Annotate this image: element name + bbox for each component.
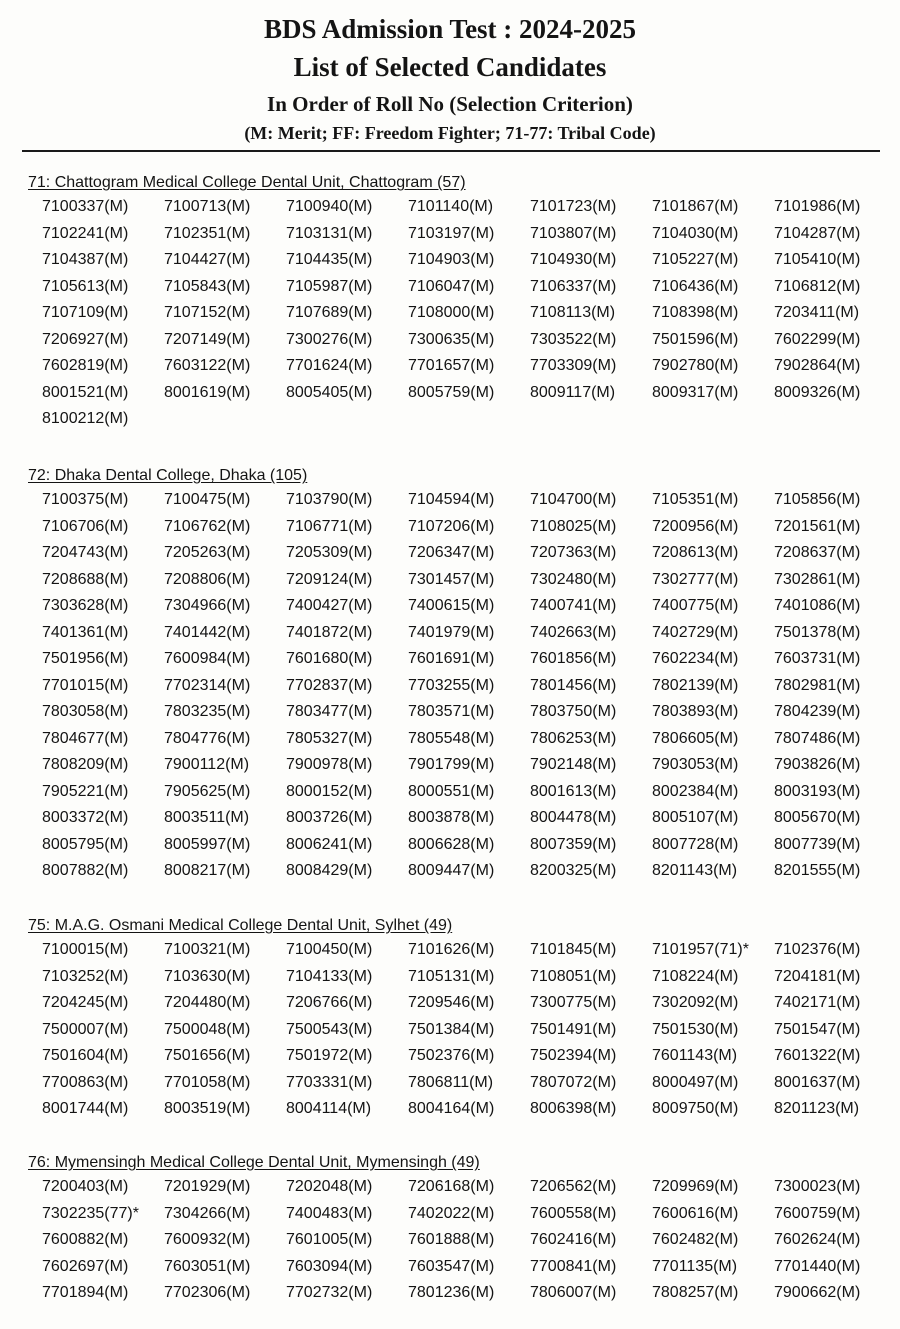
roll-number: 7601143(M)	[652, 1047, 738, 1064]
roll-number: 7108025(M)	[530, 517, 617, 535]
roll-number: 7204743(M)	[42, 544, 129, 561]
roll-number: 7108113(M)	[530, 304, 616, 321]
roll-number: 7600759(M)	[774, 1204, 861, 1222]
roll-number: 7600984(M)	[164, 650, 251, 667]
roll-number: 7501530(M)	[652, 1020, 739, 1038]
roll-number: 7104287(M)	[774, 224, 861, 242]
roll-number: 7104930(M)	[530, 251, 617, 268]
roll-grid	[42, 937, 888, 1123]
roll-number: 7401086(M)	[774, 597, 861, 614]
roll-number: 7103252(M)	[42, 967, 129, 985]
roll-number: 7701440(M)	[774, 1257, 861, 1275]
roll-number: 7101957(71)*	[652, 941, 749, 958]
roll-number: 7701015(M)	[42, 676, 129, 694]
roll-number: 7807072(M)	[530, 1073, 617, 1091]
roll-number: 8009447(M)	[408, 862, 495, 879]
roll-number: 7103197(M)	[408, 224, 495, 242]
roll-number: 7303522(M)	[530, 330, 617, 348]
roll-number: 7104700(M)	[530, 491, 617, 508]
roll-number: 7501604(M)	[42, 1047, 129, 1064]
roll-number: 8009317(M)	[652, 383, 739, 401]
roll-number: 8007739(M)	[774, 835, 861, 853]
roll-number: 7303628(M)	[42, 597, 129, 614]
roll-number: 7602416(M)	[530, 1231, 617, 1248]
roll-number: 8003878(M)	[408, 809, 495, 826]
roll-number: 8004114(M)	[286, 1100, 372, 1117]
roll-number: 7701657(M)	[408, 357, 495, 374]
roll-number: 7304966(M)	[164, 597, 251, 614]
roll-number: 7501972(M)	[286, 1047, 373, 1064]
roll-number: 7304266(M)	[164, 1204, 251, 1222]
roll-number: 7805327(M)	[286, 729, 373, 747]
roll-number: 7100940(M)	[286, 198, 373, 215]
roll-number: 7701894(M)	[42, 1284, 129, 1301]
roll-number: 7903826(M)	[774, 756, 861, 773]
roll-number: 7105613(M)	[42, 277, 129, 295]
roll-number: 7804677(M)	[42, 729, 129, 747]
roll-number: 8006241(M)	[286, 835, 373, 853]
roll-number: 7207363(M)	[530, 544, 617, 561]
roll-number: 7104387(M)	[42, 251, 129, 268]
roll-number: 7106762(M)	[164, 517, 251, 535]
roll-number: 8006628(M)	[408, 835, 495, 853]
roll-number: 8009326(M)	[774, 383, 861, 401]
roll-number: 7501491(M)	[530, 1020, 617, 1038]
roll-number: 7302777(M)	[652, 570, 739, 588]
section-title: 76: Mymensingh Medical College Dental Unit, Mymensingh (49)	[28, 1154, 480, 1171]
roll-number: 8009750(M)	[652, 1100, 739, 1117]
roll-number: 7100475(M)	[164, 491, 251, 508]
roll-number: 7804239(M)	[774, 703, 861, 720]
roll-number: 7300775(M)	[530, 994, 617, 1011]
roll-number: 7501378(M)	[774, 623, 861, 641]
roll-number: 7702314(M)	[164, 676, 251, 694]
roll-number: 7105351(M)	[652, 491, 739, 508]
roll-number: 8100212(M)	[42, 410, 129, 427]
roll-number: 7104594(M)	[408, 491, 495, 508]
roll-number: 7500048(M)	[164, 1020, 251, 1038]
roll-number: 7808209(M)	[42, 756, 129, 773]
roll-number: 8200325(M)	[530, 862, 617, 879]
roll-number: 7701135(M)	[652, 1257, 738, 1275]
roll-number: 7100450(M)	[286, 941, 373, 958]
roll-number: 8001744(M)	[42, 1100, 129, 1117]
roll-number: 7701058(M)	[164, 1073, 251, 1091]
roll-number: 7402663(M)	[530, 623, 617, 641]
roll-number: 7400615(M)	[408, 597, 495, 614]
roll-number: 8008217(M)	[164, 862, 251, 879]
roll-number: 8201123(M)	[774, 1100, 860, 1117]
roll-number: 7803750(M)	[530, 703, 617, 720]
roll-number: 7801456(M)	[530, 676, 617, 694]
roll-number: 7300635(M)	[408, 330, 495, 348]
roll-number: 7806605(M)	[652, 729, 739, 747]
roll-number: 7902148(M)	[530, 756, 617, 773]
section-title: 75: M.A.G. Osmani Medical College Dental Unit, Sylhet (49)	[28, 917, 453, 934]
roll-number: 7103790(M)	[286, 491, 373, 508]
roll-number: 7602624(M)	[774, 1231, 861, 1248]
roll-number: 7302861(M)	[774, 570, 861, 588]
roll-number: 7102351(M)	[164, 224, 251, 242]
roll-number: 7602299(M)	[774, 330, 861, 348]
roll-number: 7600616(M)	[652, 1204, 739, 1222]
roll-number: 7400741(M)	[530, 597, 617, 614]
roll-number: 7106812(M)	[774, 277, 861, 295]
roll-number: 7204245(M)	[42, 994, 129, 1011]
roll-number: 7104435(M)	[286, 251, 373, 268]
roll-number: 7104903(M)	[408, 251, 495, 268]
roll-number: 7402171(M)	[774, 994, 861, 1011]
roll-number: 7806253(M)	[530, 729, 617, 747]
roll-number: 8003372(M)	[42, 809, 129, 826]
roll-number: 7100321(M)	[164, 941, 251, 958]
roll-number: 7104427(M)	[164, 251, 251, 268]
roll-number: 8003193(M)	[774, 782, 861, 800]
roll-number: 8005670(M)	[774, 809, 861, 826]
roll-number: 7600558(M)	[530, 1204, 617, 1222]
roll-number: 8005107(M)	[652, 809, 739, 826]
roll-number: 8004478(M)	[530, 809, 617, 826]
roll-number: 7400427(M)	[286, 597, 373, 614]
roll-number: 7501656(M)	[164, 1047, 251, 1064]
roll-number: 7105410(M)	[774, 251, 861, 268]
roll-number: 7902864(M)	[774, 357, 861, 374]
roll-number: 7804776(M)	[164, 729, 251, 747]
roll-number: 7300023(M)	[774, 1178, 861, 1195]
roll-number: 7803058(M)	[42, 703, 129, 720]
roll-number: 7603094(M)	[286, 1257, 373, 1275]
roll-number: 8000497(M)	[652, 1073, 739, 1091]
roll-number: 7209124(M)	[286, 570, 373, 588]
roll-number: 7601680(M)	[286, 650, 373, 667]
roll-number: 7400483(M)	[286, 1204, 373, 1222]
roll-number: 7806007(M)	[530, 1284, 617, 1301]
roll-number: 7202048(M)	[286, 1178, 373, 1195]
roll-number: 7302235(77)*	[42, 1204, 139, 1222]
roll-number: 7204480(M)	[164, 994, 251, 1011]
roll-number: 7208806(M)	[164, 570, 251, 588]
roll-number: 7400775(M)	[652, 597, 739, 614]
roll-number: 8002384(M)	[652, 782, 739, 800]
roll-number: 8005405(M)	[286, 383, 373, 401]
roll-number: 8001619(M)	[164, 383, 251, 401]
roll-number: 7901799(M)	[408, 756, 495, 773]
roll-number: 7401442(M)	[164, 623, 251, 641]
roll-number: 7802981(M)	[774, 676, 861, 694]
roll-number: 7502394(M)	[530, 1047, 617, 1064]
college-section	[28, 172, 888, 433]
roll-number: 7602482(M)	[652, 1231, 739, 1248]
roll-number: 7107689(M)	[286, 304, 373, 321]
roll-number: 7401872(M)	[286, 623, 373, 641]
roll-number: 7905625(M)	[164, 782, 251, 800]
roll-number: 7501956(M)	[42, 650, 129, 667]
roll-number: 8004164(M)	[408, 1100, 495, 1117]
roll-number: 8007359(M)	[530, 835, 617, 853]
roll-number: 7105131(M)	[408, 967, 495, 985]
roll-number: 7103807(M)	[530, 224, 617, 242]
roll-number: 7501384(M)	[408, 1020, 495, 1038]
roll-number: 7401361(M)	[42, 623, 129, 641]
roll-grid	[42, 1174, 888, 1307]
roll-number: 7602819(M)	[42, 357, 129, 374]
roll-number: 8000551(M)	[408, 782, 495, 800]
roll-number: 7601322(M)	[774, 1047, 861, 1064]
roll-number: 8001613(M)	[530, 782, 617, 800]
roll-number: 7602234(M)	[652, 650, 739, 667]
roll-number: 7200956(M)	[652, 517, 739, 535]
roll-number: 7101845(M)	[530, 941, 617, 958]
header-divider	[22, 150, 880, 152]
roll-number: 7401979(M)	[408, 623, 495, 641]
roll-number: 7603051(M)	[164, 1257, 251, 1275]
college-section	[28, 465, 888, 885]
roll-number: 7602697(M)	[42, 1257, 129, 1275]
roll-number: 7106436(M)	[652, 277, 739, 295]
roll-number: 7808257(M)	[652, 1284, 739, 1301]
roll-number: 7107206(M)	[408, 517, 495, 535]
roll-number: 7204181(M)	[774, 967, 861, 985]
roll-number: 7208613(M)	[652, 544, 739, 561]
roll-number: 7900662(M)	[774, 1284, 861, 1301]
roll-number: 7700841(M)	[530, 1257, 617, 1275]
roll-number: 8003511(M)	[164, 809, 250, 826]
college-section	[28, 1152, 888, 1307]
document-subtitle: List of Selected Candidates	[293, 52, 607, 82]
roll-number: 7402022(M)	[408, 1204, 495, 1222]
roll-number: 7702306(M)	[164, 1284, 251, 1301]
roll-number: 8201555(M)	[774, 862, 861, 879]
roll-number: 7101723(M)	[530, 198, 617, 215]
roll-number: 7700863(M)	[42, 1073, 129, 1091]
roll-number: 8005997(M)	[164, 835, 251, 853]
roll-number: 7105987(M)	[286, 277, 373, 295]
roll-number: 7807486(M)	[774, 729, 861, 747]
roll-number: 7900112(M)	[164, 756, 250, 773]
roll-number: 7206347(M)	[408, 544, 495, 561]
roll-number: 8001637(M)	[774, 1073, 861, 1091]
roll-number: 8001521(M)	[42, 383, 129, 401]
roll-number: 7101626(M)	[408, 941, 495, 958]
code-legend: (M: Merit; FF: Freedom Fighter; 71-77: Tribal Code)	[244, 123, 656, 143]
roll-number: 7300276(M)	[286, 330, 373, 348]
roll-number: 7205263(M)	[164, 544, 251, 561]
roll-number: 7209546(M)	[408, 994, 495, 1011]
roll-number: 8007728(M)	[652, 835, 739, 853]
roll-number: 7105856(M)	[774, 491, 861, 508]
roll-number: 7203411(M)	[774, 304, 860, 321]
roll-number: 7100337(M)	[42, 198, 129, 215]
roll-number: 7108051(M)	[530, 967, 617, 985]
roll-grid	[42, 194, 888, 433]
roll-number: 7106706(M)	[42, 517, 129, 535]
roll-number: 7402729(M)	[652, 623, 739, 641]
section-title: 72: Dhaka Dental College, Dhaka (105)	[28, 467, 308, 484]
roll-number: 7107152(M)	[164, 304, 251, 321]
roll-number: 7801236(M)	[408, 1284, 495, 1301]
roll-number: 7603122(M)	[164, 357, 251, 374]
roll-number: 7101986(M)	[774, 198, 861, 215]
roll-number: 7108224(M)	[652, 967, 739, 985]
roll-number: 7209969(M)	[652, 1178, 739, 1195]
roll-number: 7201561(M)	[774, 517, 861, 535]
roll-number: 7106337(M)	[530, 277, 617, 295]
order-note: In Order of Roll No (Selection Criterion)	[267, 92, 633, 116]
roll-number: 7603731(M)	[774, 650, 861, 667]
roll-number: 8009117(M)	[530, 383, 616, 401]
roll-number: 7201929(M)	[164, 1178, 251, 1195]
roll-number: 7500543(M)	[286, 1020, 373, 1038]
roll-number: 7803893(M)	[652, 703, 739, 720]
roll-number: 7702837(M)	[286, 676, 373, 694]
roll-number: 7803571(M)	[408, 703, 495, 720]
roll-number: 7104030(M)	[652, 224, 739, 242]
roll-number: 8005759(M)	[408, 383, 495, 401]
roll-number: 8005795(M)	[42, 835, 129, 853]
roll-number: 7103131(M)	[286, 224, 373, 242]
roll-number: 7108000(M)	[408, 304, 495, 321]
roll-number: 7806811(M)	[408, 1073, 494, 1091]
roll-number: 7302092(M)	[652, 994, 739, 1011]
document-title: BDS Admission Test : 2024-2025	[263, 14, 637, 44]
roll-number: 7900978(M)	[286, 756, 373, 773]
roll-number: 7107109(M)	[42, 304, 129, 321]
roll-number: 7601856(M)	[530, 650, 617, 667]
roll-number: 7206927(M)	[42, 330, 129, 348]
roll-number: 7100375(M)	[42, 491, 129, 508]
roll-number: 7703255(M)	[408, 676, 495, 694]
roll-number: 7103630(M)	[164, 967, 251, 985]
roll-number: 7206562(M)	[530, 1178, 617, 1195]
roll-number: 7101867(M)	[652, 198, 739, 215]
roll-number: 8003726(M)	[286, 809, 373, 826]
roll-number: 7601005(M)	[286, 1231, 373, 1248]
roll-number: 7905221(M)	[42, 782, 129, 800]
roll-number: 7100015(M)	[42, 941, 129, 958]
roll-number: 7803235(M)	[164, 703, 251, 720]
roll-number: 7600882(M)	[42, 1231, 129, 1248]
roll-number: 7206766(M)	[286, 994, 373, 1011]
roll-number: 7200403(M)	[42, 1178, 129, 1195]
roll-number: 7105227(M)	[652, 251, 739, 268]
roll-number: 8006398(M)	[530, 1100, 617, 1117]
roll-number: 8003519(M)	[164, 1100, 251, 1117]
roll-number: 7703309(M)	[530, 357, 617, 374]
roll-number: 7108398(M)	[652, 304, 739, 321]
roll-number: 8201143(M)	[652, 862, 738, 879]
roll-number: 8000152(M)	[286, 782, 373, 800]
roll-number: 7206168(M)	[408, 1178, 495, 1195]
roll-number: 7208637(M)	[774, 544, 861, 561]
roll-number: 7601691(M)	[408, 650, 495, 667]
roll-number: 7501596(M)	[652, 330, 739, 348]
roll-number: 7501547(M)	[774, 1020, 861, 1038]
roll-number: 7703331(M)	[286, 1073, 373, 1091]
roll-number: 7302480(M)	[530, 570, 617, 588]
roll-number: 7208688(M)	[42, 570, 129, 588]
roll-number: 7903053(M)	[652, 756, 739, 773]
roll-number: 7702732(M)	[286, 1284, 373, 1301]
roll-number: 7101140(M)	[408, 198, 494, 215]
roll-number: 7701624(M)	[286, 357, 373, 374]
roll-number: 7805548(M)	[408, 729, 495, 747]
roll-number: 7100713(M)	[164, 198, 251, 215]
roll-number: 7601888(M)	[408, 1231, 495, 1248]
roll-number: 7102241(M)	[42, 224, 129, 242]
roll-number: 7105843(M)	[164, 277, 251, 295]
roll-grid	[42, 487, 888, 885]
roll-number: 7106771(M)	[286, 517, 373, 535]
roll-number: 7902780(M)	[652, 357, 739, 374]
roll-number: 7205309(M)	[286, 544, 373, 561]
roll-number: 7502376(M)	[408, 1047, 495, 1064]
roll-number: 7802139(M)	[652, 676, 739, 694]
roll-number: 7106047(M)	[408, 277, 495, 295]
roll-number: 7207149(M)	[164, 330, 251, 348]
section-title: 71: Chattogram Medical College Dental Unit, Chattogram (57)	[28, 174, 466, 191]
roll-number: 8007882(M)	[42, 862, 129, 879]
roll-number: 7104133(M)	[286, 967, 373, 985]
roll-number: 7102376(M)	[774, 941, 861, 958]
roll-number: 8008429(M)	[286, 862, 373, 879]
roll-number: 7600932(M)	[164, 1231, 251, 1248]
roll-number: 7803477(M)	[286, 703, 373, 720]
college-section	[28, 915, 888, 1123]
roll-number: 7301457(M)	[408, 570, 495, 588]
roll-number: 7603547(M)	[408, 1257, 495, 1275]
roll-number: 7500007(M)	[42, 1020, 129, 1038]
